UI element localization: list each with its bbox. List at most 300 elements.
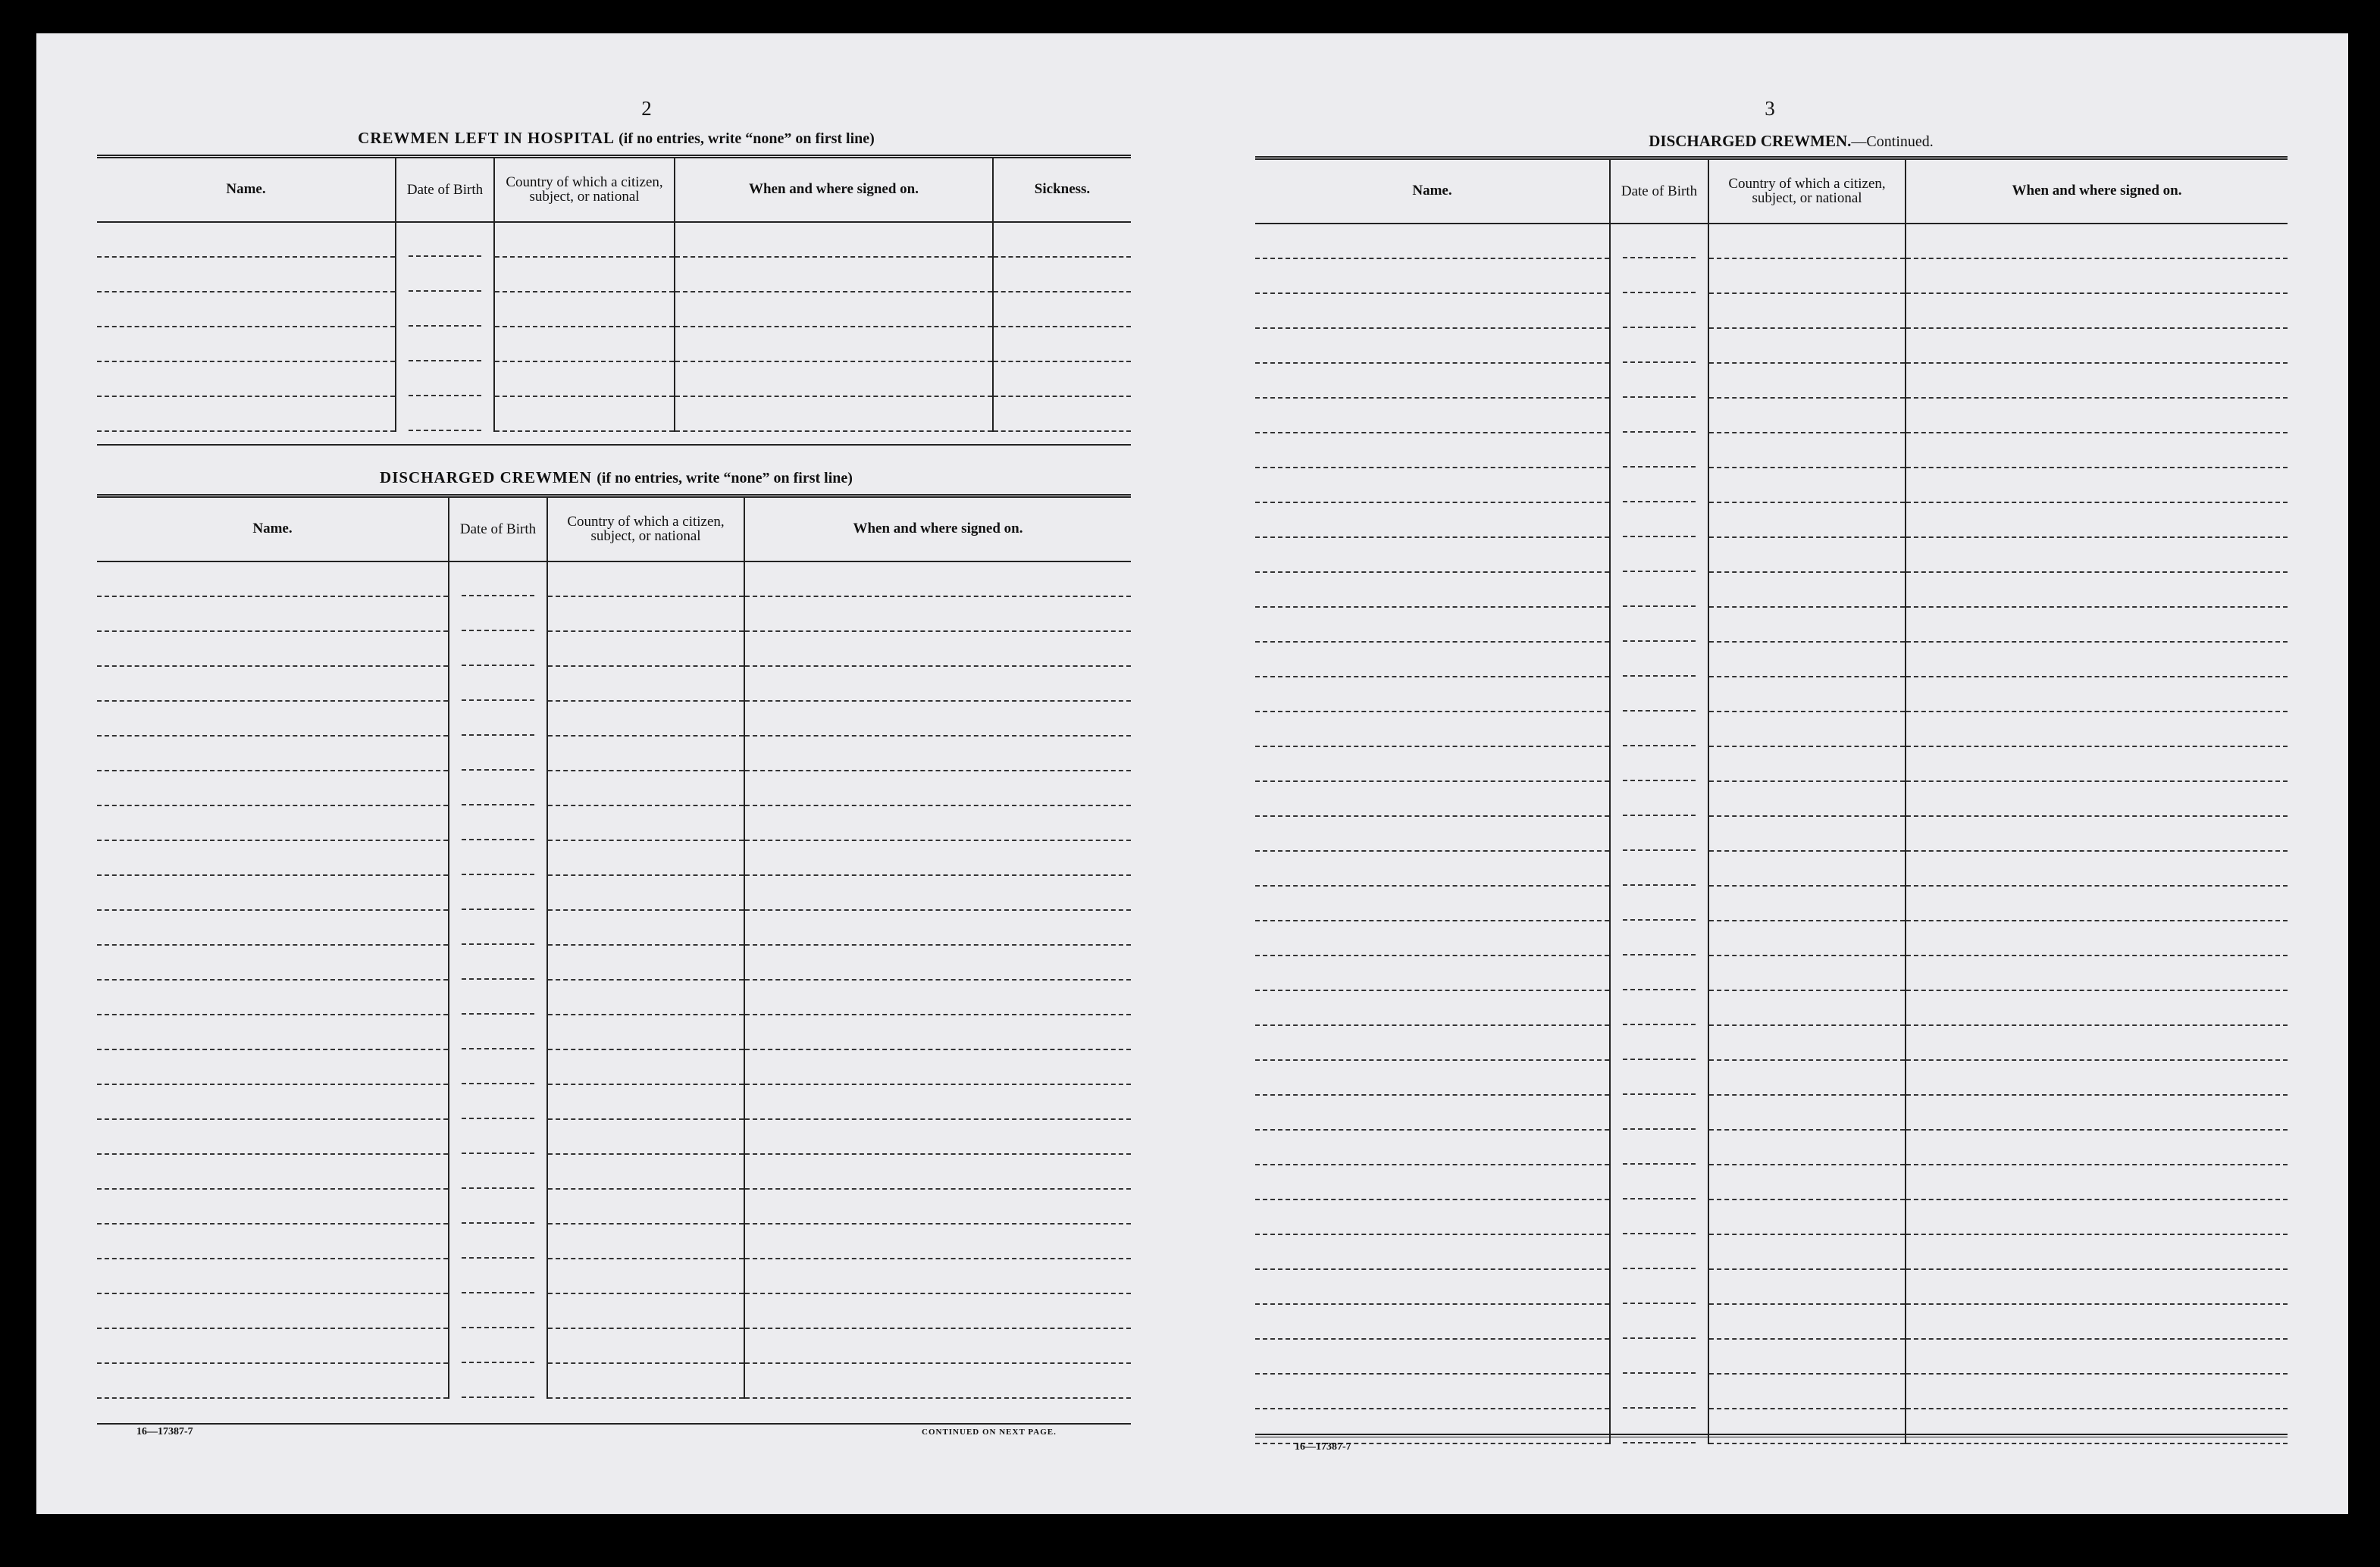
blank-entry-cell: [1255, 1165, 1610, 1199]
blank-entry-cell: [744, 1293, 1131, 1328]
blank-entry-cell: [1610, 851, 1708, 886]
blank-entry-cell: [494, 361, 675, 396]
blank-entry-cell: [1610, 1234, 1708, 1269]
blank-entry-cell: [1255, 642, 1610, 677]
blank-entry-cell: [993, 257, 1131, 292]
discharged-title-text: DISCHARGED CREWMEN: [380, 468, 592, 486]
blank-entry-cell: [1906, 746, 2288, 781]
blank-entry-cell: [449, 596, 547, 631]
blank-entry-cell: [449, 736, 547, 771]
blank-entry-cell: [1708, 1165, 1906, 1199]
blank-entry-cell: [1906, 642, 2288, 677]
col-date-of-birth: Date of Birth: [449, 496, 547, 561]
blank-entry-cell: [1255, 956, 1610, 990]
blank-entry-cell: [1906, 1269, 2288, 1304]
blank-entry-cell: [1708, 921, 1906, 956]
blank-entry-cell: [547, 1328, 744, 1363]
blank-entry-cell: [1708, 642, 1906, 677]
blank-entry-cell: [993, 327, 1131, 361]
blank-entry-row: [1255, 1234, 2288, 1269]
blank-entry-cell: [675, 292, 993, 327]
blank-entry-cell: [744, 1259, 1131, 1293]
blank-entry-row: [97, 396, 1131, 431]
blank-entry-cell: [993, 222, 1131, 257]
blank-entry-cell: [449, 1119, 547, 1154]
blank-entry-cell: [1255, 851, 1610, 886]
blank-entry-cell: [1255, 258, 1610, 293]
blank-entry-cell: [744, 910, 1131, 945]
blank-entry-cell: [396, 257, 494, 292]
blank-entry-cell: [675, 257, 993, 292]
blank-entry-row: [97, 1189, 1131, 1224]
blank-entry-row: [97, 840, 1131, 875]
blank-entry-cell: [1255, 1374, 1610, 1409]
blank-entry-cell: [993, 361, 1131, 396]
blank-entry-cell: [744, 701, 1131, 736]
blank-entry-cell: [1255, 712, 1610, 746]
discharged-right-bottom-rule: [1255, 1434, 2288, 1435]
blank-entry-cell: [547, 945, 744, 980]
blank-entry-cell: [1708, 1374, 1906, 1409]
col-country: Country of which a citizen, subject, or national: [547, 496, 744, 561]
blank-entry-cell: [494, 396, 675, 431]
blank-entry-cell: [547, 875, 744, 910]
blank-entry-cell: [993, 396, 1131, 431]
blank-entry-row: [1255, 921, 2288, 956]
blank-entry-cell: [449, 945, 547, 980]
blank-entry-row: [1255, 642, 2288, 677]
blank-entry-row: [97, 561, 1131, 596]
blank-entry-cell: [449, 561, 547, 596]
blank-entry-cell: [1708, 328, 1906, 363]
blank-entry-row: [97, 1293, 1131, 1328]
blank-entry-cell: [547, 666, 744, 701]
col-date-of-birth: Date of Birth: [1610, 158, 1708, 224]
blank-entry-cell: [547, 701, 744, 736]
blank-entry-row: [1255, 746, 2288, 781]
blank-entry-cell: [1906, 398, 2288, 433]
blank-entry-cell: [1708, 781, 1906, 816]
col-name: Name.: [97, 496, 449, 561]
blank-entry-cell: [1708, 1060, 1906, 1095]
blank-entry-cell: [449, 771, 547, 805]
blank-entry-row: [97, 222, 1131, 257]
blank-entry-cell: [1906, 1409, 2288, 1443]
blank-entry-cell: [675, 327, 993, 361]
blank-entry-cell: [1255, 468, 1610, 502]
blank-entry-cell: [547, 631, 744, 666]
blank-entry-cell: [675, 222, 993, 257]
blank-entry-cell: [1708, 816, 1906, 851]
blank-entry-cell: [1610, 1025, 1708, 1060]
blank-entry-cell: [97, 910, 449, 945]
blank-entry-cell: [494, 292, 675, 327]
blank-entry-cell: [547, 596, 744, 631]
blank-entry-cell: [97, 1293, 449, 1328]
blank-entry-cell: [1610, 433, 1708, 468]
blank-entry-cell: [1906, 537, 2288, 572]
blank-entry-row: [97, 631, 1131, 666]
blank-entry-cell: [1610, 468, 1708, 502]
blank-entry-cell: [1610, 956, 1708, 990]
blank-entry-row: [1255, 990, 2288, 1025]
blank-entry-cell: [744, 666, 1131, 701]
blank-entry-row: [97, 292, 1131, 327]
blank-entry-row: [1255, 1165, 2288, 1199]
blank-entry-row: [97, 666, 1131, 701]
blank-entry-cell: [449, 1154, 547, 1189]
blank-entry-cell: [1906, 1025, 2288, 1060]
blank-entry-cell: [1708, 433, 1906, 468]
blank-entry-cell: [744, 1328, 1131, 1363]
col-country: Country of which a citizen, subject, or national: [1708, 158, 1906, 224]
blank-entry-cell: [97, 1154, 449, 1189]
blank-entry-cell: [1610, 781, 1708, 816]
blank-entry-cell: [744, 1015, 1131, 1049]
blank-entry-cell: [449, 1224, 547, 1259]
blank-entry-cell: [494, 222, 675, 257]
col-country: Country of which a citizen, subject, or national: [494, 157, 675, 222]
blank-entry-row: [1255, 224, 2288, 258]
blank-entry-cell: [97, 1119, 449, 1154]
blank-entry-cell: [547, 805, 744, 840]
discharged-continued-title-text: DISCHARGED CREWMEN.: [1649, 132, 1852, 150]
blank-entry-cell: [97, 771, 449, 805]
blank-entry-cell: [1255, 1025, 1610, 1060]
blank-entry-row: [1255, 1025, 2288, 1060]
blank-entry-cell: [1255, 1060, 1610, 1095]
blank-entry-cell: [97, 1049, 449, 1084]
blank-entry-cell: [1255, 398, 1610, 433]
discharged-table-left: [97, 494, 1131, 1399]
blank-entry-cell: [1708, 956, 1906, 990]
blank-entry-cell: [97, 222, 396, 257]
blank-entry-cell: [1255, 1130, 1610, 1165]
blank-entry-cell: [547, 840, 744, 875]
blank-entry-cell: [1708, 712, 1906, 746]
discharged-table-right: [1255, 156, 2288, 1444]
blank-entry-cell: [1610, 293, 1708, 328]
blank-entry-row: [1255, 1269, 2288, 1304]
blank-entry-cell: [744, 1224, 1131, 1259]
blank-entry-row: [1255, 956, 2288, 990]
blank-entry-row: [97, 980, 1131, 1015]
blank-entry-row: [1255, 1095, 2288, 1130]
blank-entry-cell: [396, 361, 494, 396]
blank-entry-row: [1255, 537, 2288, 572]
page-number-left: 2: [641, 97, 652, 120]
blank-entry-row: [1255, 1130, 2288, 1165]
blank-entry-cell: [547, 1084, 744, 1119]
blank-entry-cell: [1906, 1234, 2288, 1269]
blank-entry-cell: [1610, 1339, 1708, 1374]
col-date-of-birth: Date of Birth: [396, 157, 494, 222]
blank-entry-row: [1255, 502, 2288, 537]
blank-entry-cell: [1708, 258, 1906, 293]
blank-entry-row: [97, 1363, 1131, 1398]
blank-entry-cell: [1255, 572, 1610, 607]
blank-entry-row: [97, 1259, 1131, 1293]
blank-entry-cell: [1906, 851, 2288, 886]
blank-entry-cell: [1255, 537, 1610, 572]
blank-entry-cell: [547, 1189, 744, 1224]
blank-entry-cell: [744, 1189, 1131, 1224]
blank-entry-cell: [1708, 1095, 1906, 1130]
blank-entry-cell: [1610, 258, 1708, 293]
blank-entry-cell: [97, 292, 396, 327]
blank-entry-cell: [1906, 363, 2288, 398]
blank-entry-row: [97, 771, 1131, 805]
blank-entry-cell: [494, 327, 675, 361]
blank-entry-cell: [1708, 1339, 1906, 1374]
blank-entry-cell: [547, 1224, 744, 1259]
blank-entry-cell: [1708, 1130, 1906, 1165]
blank-entry-cell: [1255, 1234, 1610, 1269]
blank-entry-cell: [1906, 433, 2288, 468]
blank-entry-cell: [675, 361, 993, 396]
blank-entry-cell: [1255, 502, 1610, 537]
blank-entry-cell: [1255, 1095, 1610, 1130]
blank-entry-cell: [1610, 1165, 1708, 1199]
blank-entry-cell: [547, 771, 744, 805]
blank-entry-cell: [1708, 224, 1906, 258]
blank-entry-cell: [1255, 677, 1610, 712]
blank-entry-cell: [1906, 607, 2288, 642]
blank-entry-row: [97, 1224, 1131, 1259]
blank-entry-row: [97, 596, 1131, 631]
blank-entry-cell: [97, 875, 449, 910]
blank-entry-cell: [97, 257, 396, 292]
blank-entry-cell: [1708, 1025, 1906, 1060]
blank-entry-cell: [744, 631, 1131, 666]
blank-entry-cell: [97, 1189, 449, 1224]
blank-entry-cell: [1906, 886, 2288, 921]
col-sickness: Sickness.: [993, 157, 1131, 222]
blank-entry-cell: [449, 1015, 547, 1049]
blank-entry-cell: [1610, 572, 1708, 607]
blank-entry-cell: [744, 1119, 1131, 1154]
blank-entry-cell: [1906, 468, 2288, 502]
blank-entry-cell: [97, 361, 396, 396]
blank-entry-row: [1255, 886, 2288, 921]
blank-entry-cell: [1708, 1409, 1906, 1443]
blank-entry-cell: [744, 875, 1131, 910]
blank-entry-cell: [744, 805, 1131, 840]
blank-entry-cell: [1708, 677, 1906, 712]
blank-entry-cell: [1610, 502, 1708, 537]
blank-entry-cell: [744, 1084, 1131, 1119]
blank-entry-row: [97, 1328, 1131, 1363]
blank-entry-row: [97, 327, 1131, 361]
blank-entry-cell: [1255, 1409, 1610, 1443]
document-sheet: [36, 33, 2348, 1514]
blank-entry-cell: [1906, 1199, 2288, 1234]
blank-entry-cell: [547, 1154, 744, 1189]
blank-entry-cell: [1255, 781, 1610, 816]
blank-entry-cell: [97, 631, 449, 666]
blank-entry-cell: [744, 596, 1131, 631]
hospital-instruction: (if no entries, write “none” on first line): [618, 130, 875, 147]
blank-entry-row: [1255, 607, 2288, 642]
blank-entry-cell: [1610, 328, 1708, 363]
blank-entry-cell: [1610, 537, 1708, 572]
blank-entry-cell: [1708, 537, 1906, 572]
blank-entry-row: [1255, 781, 2288, 816]
blank-entry-cell: [547, 910, 744, 945]
blank-entry-cell: [449, 1084, 547, 1119]
blank-entry-cell: [97, 1363, 449, 1398]
blank-entry-cell: [1610, 886, 1708, 921]
blank-entry-cell: [1906, 258, 2288, 293]
blank-entry-cell: [1906, 1165, 2288, 1199]
blank-entry-cell: [1255, 886, 1610, 921]
blank-entry-cell: [97, 1015, 449, 1049]
blank-entry-cell: [97, 666, 449, 701]
blank-entry-cell: [1610, 1374, 1708, 1409]
blank-entry-cell: [1906, 921, 2288, 956]
blank-entry-cell: [744, 1154, 1131, 1189]
blank-entry-cell: [449, 631, 547, 666]
col-name: Name.: [1255, 158, 1610, 224]
blank-entry-cell: [993, 292, 1131, 327]
blank-entry-row: [1255, 433, 2288, 468]
blank-entry-row: [1255, 1304, 2288, 1339]
blank-entry-cell: [449, 701, 547, 736]
blank-entry-row: [97, 1119, 1131, 1154]
blank-entry-cell: [1255, 1269, 1610, 1304]
blank-entry-row: [1255, 851, 2288, 886]
blank-entry-cell: [1708, 990, 1906, 1025]
blank-entry-row: [97, 1049, 1131, 1084]
blank-entry-cell: [1906, 816, 2288, 851]
blank-entry-cell: [449, 875, 547, 910]
blank-entry-cell: [494, 257, 675, 292]
blank-entry-row: [97, 805, 1131, 840]
blank-entry-cell: [744, 840, 1131, 875]
blank-entry-cell: [1610, 1304, 1708, 1339]
blank-entry-cell: [744, 561, 1131, 596]
blank-entry-cell: [396, 327, 494, 361]
blank-entry-cell: [1906, 1095, 2288, 1130]
blank-entry-cell: [547, 1363, 744, 1398]
blank-entry-cell: [1906, 1130, 2288, 1165]
blank-entry-cell: [547, 1259, 744, 1293]
blank-entry-row: [97, 701, 1131, 736]
blank-entry-cell: [1906, 502, 2288, 537]
discharged-continued-title: [1257, 132, 2325, 151]
blank-entry-cell: [1255, 816, 1610, 851]
blank-entry-cell: [1708, 1269, 1906, 1304]
blank-entry-cell: [547, 1015, 744, 1049]
col-signed-on: When and where signed on.: [675, 157, 993, 222]
blank-entry-cell: [97, 1328, 449, 1363]
blank-entry-cell: [1906, 1339, 2288, 1374]
blank-entry-row: [97, 1015, 1131, 1049]
blank-entry-row: [1255, 398, 2288, 433]
blank-entry-cell: [1255, 1339, 1610, 1374]
hospital-section-title: [97, 129, 1135, 148]
blank-entry-cell: [675, 396, 993, 431]
blank-entry-row: [97, 945, 1131, 980]
blank-entry-cell: [449, 1363, 547, 1398]
blank-entry-row: [1255, 293, 2288, 328]
blank-entry-cell: [1255, 921, 1610, 956]
blank-entry-cell: [1708, 746, 1906, 781]
blank-entry-cell: [1708, 363, 1906, 398]
blank-entry-cell: [97, 805, 449, 840]
blank-entry-cell: [449, 1328, 547, 1363]
blank-entry-row: [1255, 1409, 2288, 1443]
blank-entry-cell: [97, 561, 449, 596]
blank-entry-row: [1255, 712, 2288, 746]
blank-entry-cell: [1610, 1095, 1708, 1130]
blank-entry-cell: [1610, 1130, 1708, 1165]
blank-entry-cell: [1610, 816, 1708, 851]
page-number-right: 3: [1765, 97, 1775, 120]
blank-entry-cell: [1906, 712, 2288, 746]
blank-entry-cell: [1610, 1409, 1708, 1443]
blank-entry-row: [1255, 677, 2288, 712]
blank-entry-cell: [97, 945, 449, 980]
col-signed-on: When and where signed on.: [744, 496, 1131, 561]
blank-entry-cell: [1906, 328, 2288, 363]
blank-entry-cell: [1708, 1234, 1906, 1269]
blank-entry-cell: [1906, 224, 2288, 258]
blank-entry-cell: [1906, 1304, 2288, 1339]
blank-entry-cell: [1255, 224, 1610, 258]
blank-entry-cell: [449, 666, 547, 701]
blank-entry-cell: [1610, 712, 1708, 746]
blank-entry-cell: [1255, 328, 1610, 363]
blank-entry-cell: [396, 396, 494, 431]
continued-note: CONTINUED ON NEXT PAGE.: [922, 1428, 1057, 1437]
blank-entry-cell: [744, 1049, 1131, 1084]
blank-entry-cell: [1255, 293, 1610, 328]
blank-entry-cell: [547, 561, 744, 596]
form-number-right: 16—17387-7: [1295, 1441, 1351, 1453]
blank-entry-row: [1255, 363, 2288, 398]
blank-entry-cell: [547, 1119, 744, 1154]
blank-entry-cell: [1906, 293, 2288, 328]
blank-entry-cell: [547, 980, 744, 1015]
blank-entry-cell: [1610, 607, 1708, 642]
blank-entry-cell: [1255, 746, 1610, 781]
blank-entry-row: [97, 361, 1131, 396]
blank-entry-cell: [1610, 990, 1708, 1025]
col-name: Name.: [97, 157, 396, 222]
blank-entry-cell: [396, 292, 494, 327]
blank-entry-row: [1255, 328, 2288, 363]
blank-entry-cell: [1255, 607, 1610, 642]
blank-entry-cell: [744, 1363, 1131, 1398]
blank-entry-cell: [449, 840, 547, 875]
blank-entry-cell: [1255, 990, 1610, 1025]
blank-entry-row: [97, 1084, 1131, 1119]
blank-entry-cell: [1255, 1199, 1610, 1234]
blank-entry-cell: [744, 771, 1131, 805]
col-signed-on: When and where signed on.: [1906, 158, 2288, 224]
blank-entry-cell: [1610, 746, 1708, 781]
blank-entry-cell: [1610, 642, 1708, 677]
blank-entry-cell: [1255, 1304, 1610, 1339]
blank-entry-cell: [97, 1084, 449, 1119]
blank-entry-row: [97, 257, 1131, 292]
blank-entry-cell: [1708, 1199, 1906, 1234]
blank-entry-row: [1255, 816, 2288, 851]
blank-entry-cell: [1906, 1060, 2288, 1095]
blank-entry-cell: [1610, 224, 1708, 258]
blank-entry-cell: [449, 1189, 547, 1224]
